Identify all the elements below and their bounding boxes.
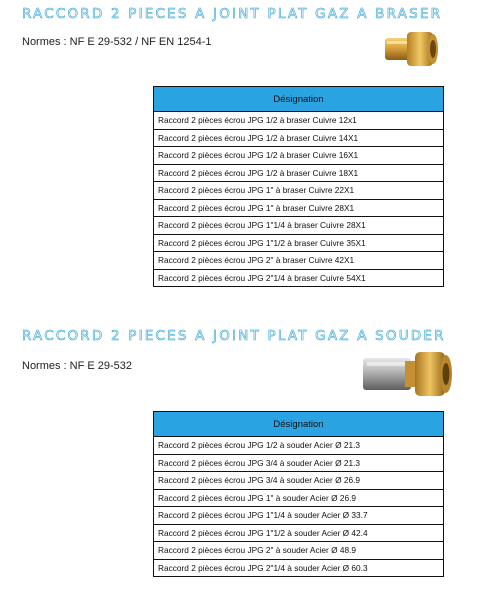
- table-row: [154, 164, 444, 182]
- table-cell: Raccord 2 pièces écrou JPG 1/2 à braser Cuivre 18X1: [154, 164, 444, 182]
- table-cell: Raccord 2 pièces écrou JPG 2" à braser Cuivre 42X1: [154, 252, 444, 270]
- table-cell: Raccord 2 pièces écrou JPG 1/2 à braser Cuivre 16X1: [154, 147, 444, 165]
- table-row: [154, 234, 444, 252]
- table-cell: Raccord 2 pièces écrou JPG 3/4 à souder Acier Ø 21.3: [154, 454, 444, 472]
- table-header: Désignation: [154, 87, 444, 112]
- table-cell: Raccord 2 pièces écrou JPG 1"1/2 à souder Acier Ø 42.4: [154, 524, 444, 542]
- table-cell: Raccord 2 pièces écrou JPG 1"1/4 à braser Cuivre 28X1: [154, 217, 444, 235]
- table-cell: Raccord 2 pièces écrou JPG 1/2 à braser Cuivre 14X1: [154, 129, 444, 147]
- section-title: RACCORD 2 PIECES A JOINT PLAT GAZ A BRASER: [22, 6, 443, 22]
- table-cell: Raccord 2 pièces écrou JPG 1" à braser Cuivre 28X1: [154, 199, 444, 217]
- table-cell: Raccord 2 pièces écrou JPG 1" à souder Acier Ø 26.9: [154, 489, 444, 507]
- designation-table: [153, 411, 444, 577]
- table-cell: Raccord 2 pièces écrou JPG 3/4 à souder Acier Ø 26.9: [154, 472, 444, 490]
- normes-text: Normes : NF E 29-532 / NF EN 1254-1: [22, 36, 212, 48]
- table-row: [154, 559, 444, 577]
- normes-text: Normes : NF E 29-532: [22, 360, 133, 372]
- table-row: [154, 524, 444, 542]
- table-row: [154, 472, 444, 490]
- table-cell: Raccord 2 pièces écrou JPG 1"1/2 à braser Cuivre 35X1: [154, 234, 444, 252]
- brass-fitting-image: [381, 26, 441, 70]
- table-row: [154, 542, 444, 560]
- table-row: [154, 252, 444, 270]
- steel-brass-fitting-image: [361, 348, 455, 400]
- table-row: [154, 129, 444, 147]
- table-cell: Raccord 2 pièces écrou JPG 1/2 à souder Acier Ø 21.3: [154, 437, 444, 455]
- table-cell: Raccord 2 pièces écrou JPG 1" à braser Cuivre 22X1: [154, 182, 444, 200]
- table-cell: Raccord 2 pièces écrou JPG 2"1/4 à souder Acier Ø 60.3: [154, 559, 444, 577]
- table-row: [154, 454, 444, 472]
- table-row: [154, 182, 444, 200]
- designation-table: [153, 86, 444, 287]
- table-row: [154, 489, 444, 507]
- table-cell: Raccord 2 pièces écrou JPG 2"1/4 à braser Cuivre 54X1: [154, 269, 444, 287]
- table-row: [154, 269, 444, 287]
- section-title: RACCORD 2 PIECES A JOINT PLAT GAZ A SOUDER: [22, 328, 446, 344]
- table-header: Désignation: [154, 412, 444, 437]
- table-row: [154, 199, 444, 217]
- table-row: [154, 147, 444, 165]
- table-row: [154, 507, 444, 525]
- section-souder: [0, 300, 500, 598]
- table-cell: Raccord 2 pièces écrou JPG 2" à souder Acier Ø 48.9: [154, 542, 444, 560]
- table-cell: Raccord 2 pièces écrou JPG 1/2 à braser Cuivre 12x1: [154, 112, 444, 130]
- table-row: [154, 217, 444, 235]
- table-row: [154, 112, 444, 130]
- table-cell: Raccord 2 pièces écrou JPG 1"1/4 à souder Acier Ø 33.7: [154, 507, 444, 525]
- table-row: [154, 437, 444, 455]
